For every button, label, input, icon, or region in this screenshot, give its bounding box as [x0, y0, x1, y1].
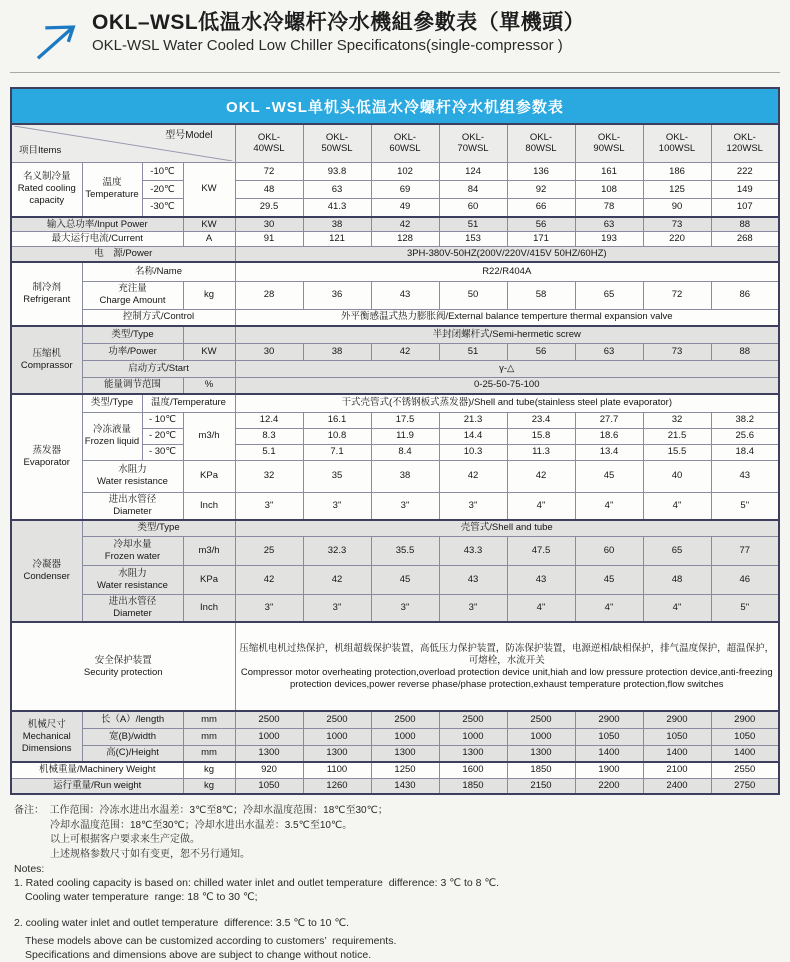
value-cell: 1900 [575, 762, 643, 778]
value-cell: 15.5 [643, 444, 711, 460]
value-cell: 88 [711, 217, 779, 232]
row-label: -20℃ [142, 181, 183, 199]
value-cell: 38 [371, 460, 439, 492]
value-cell: 1000 [303, 728, 371, 745]
value-cell: 171 [507, 232, 575, 247]
model-column-header: OKL- 80WSL [507, 124, 575, 163]
unit-label: KW [183, 343, 235, 360]
value-cell: 125 [643, 181, 711, 199]
row-label: 长（A）/length [82, 711, 183, 728]
value-cell: 13.4 [575, 444, 643, 460]
value-cell: 47.5 [507, 536, 575, 565]
value-cell: 43 [507, 565, 575, 594]
value-cell: 92 [507, 181, 575, 199]
security-protection-text: 压缩机电机过热保护，机组超载保护装置，高低压力保护装置，防冻保护装置，电源逆相/缺相保护，排气温度保护，超温保护，可熔栓，水流开关 Compressor motor overheating protection,overload protection device unit,hiah and low pressure protection device,anti-freezing protection devices,power reverse phase/phase protection,exhaust temperature protection,flow switches [235, 622, 779, 711]
value-cell: 2200 [575, 778, 643, 794]
items-label: 项目Items [19, 145, 62, 157]
value-cell: 18.4 [711, 444, 779, 460]
value-cell: 35.5 [371, 536, 439, 565]
value-cell: 60 [439, 199, 507, 217]
row-label: - 20℃ [142, 428, 183, 444]
note-line: 冷却水温度范围：18℃至30℃；冷却水进出水温差：3.5℃至10℃。 [50, 819, 353, 831]
value-cell: 32.3 [303, 536, 371, 565]
row-label: 水阻力 Water resistance [82, 460, 183, 492]
arrow-up-right-icon [32, 18, 80, 64]
value-cell: 51 [439, 343, 507, 360]
section-label: 压缩机 Comprassor [11, 326, 82, 394]
value-cell: 21.5 [643, 428, 711, 444]
row-label: 进出水管径 Diameter [82, 492, 183, 520]
value-cell: 7.1 [303, 444, 371, 460]
value-cell: 42 [303, 565, 371, 594]
value-cell: 56 [507, 217, 575, 232]
spec-table-head [11, 124, 779, 163]
value-cell: 63 [575, 217, 643, 232]
value-cell: 1250 [371, 762, 439, 778]
value-cell: 4" [507, 594, 575, 622]
value-cell: 58 [507, 281, 575, 309]
unit-label: kg [183, 762, 235, 778]
value-cell: 43 [371, 281, 439, 309]
section-label: 安全保护装置 Security protection [11, 622, 235, 711]
unit-label: KPa [183, 565, 235, 594]
value-cell: 128 [371, 232, 439, 247]
value-cell: 1300 [371, 745, 439, 762]
value-cell: 1430 [371, 778, 439, 794]
unit-label: Inch [183, 594, 235, 622]
value-cell: 86 [711, 281, 779, 309]
value-cell: 30 [235, 217, 303, 232]
value-cell: 2500 [371, 711, 439, 728]
value-cell: 2500 [439, 711, 507, 728]
table-banner-title: OKL -WSL单机头低温水冷螺杆冷水机组参数表 [10, 87, 780, 123]
value-cell: 3" [303, 594, 371, 622]
title-block [92, 10, 585, 54]
row-label: 机械重量/Machinery Weight [11, 762, 183, 778]
row-label: - 10℃ [142, 412, 183, 428]
value-cell: 1400 [575, 745, 643, 762]
row-label: 输入总功率/Input Power [11, 217, 183, 232]
value-cell: 77 [711, 536, 779, 565]
value-cell: 43.3 [439, 536, 507, 565]
value-cell: 2500 [303, 711, 371, 728]
value-cell: 220 [643, 232, 711, 247]
value-cell: 18.6 [575, 428, 643, 444]
unit-label: m3/h [183, 536, 235, 565]
section-label: 冷凝器 Condenser [11, 520, 82, 622]
value-cell: 3" [439, 492, 507, 520]
value-cell: 25 [235, 536, 303, 565]
unit-label: mm [183, 728, 235, 745]
value-cell: 84 [439, 181, 507, 199]
value-cell: 16.1 [303, 412, 371, 428]
value-cell: 28 [235, 281, 303, 309]
value-cell: 88 [711, 343, 779, 360]
value-cell: 121 [303, 232, 371, 247]
items-model-corner-cell [11, 124, 235, 163]
row-label: 冷却水量 Frozen water [82, 536, 183, 565]
row-label: 宽(B)/width [82, 728, 183, 745]
value-cell: 2500 [507, 711, 575, 728]
value-cell: 102 [371, 163, 439, 181]
merged-value: 外平衡感温式热力膨胀阀/External balance temperture thermal expansion valve [235, 309, 779, 326]
value-cell: 40 [643, 460, 711, 492]
value-cell: 2400 [643, 778, 711, 794]
row-label: 水阻力 Water resistance [82, 565, 183, 594]
row-label: 能量调节范围 [82, 377, 183, 394]
model-label: 型号Model [165, 130, 213, 141]
unit-label: m3/h [183, 412, 235, 460]
merged-value: 干式壳管式(不锈钢板式蒸发器)/Shell and tube(stainless steel plate evaporator) [235, 394, 779, 412]
value-cell: 93.8 [303, 163, 371, 181]
value-cell: 73 [643, 343, 711, 360]
value-cell: 91 [235, 232, 303, 247]
value-cell: 1850 [507, 762, 575, 778]
value-cell: 36 [303, 281, 371, 309]
value-cell: 1000 [439, 728, 507, 745]
row-label: 电 源/Power [11, 247, 235, 262]
value-cell: 41.3 [303, 199, 371, 217]
unit-label: A [183, 232, 235, 247]
value-cell: 3" [303, 492, 371, 520]
row-label: -30℃ [142, 199, 183, 217]
row-label: 功率/Power [82, 343, 183, 360]
value-cell: 11.3 [507, 444, 575, 460]
value-cell: 1050 [575, 728, 643, 745]
value-cell: 1300 [507, 745, 575, 762]
value-cell: 1000 [235, 728, 303, 745]
value-cell: 3" [235, 492, 303, 520]
page-subtitle: OKL-WSL Water Cooled Low Chiller Specificatons(single-compressor ) [92, 37, 563, 55]
value-cell: 1300 [439, 745, 507, 762]
value-cell: 30 [235, 343, 303, 360]
value-cell: 63 [575, 343, 643, 360]
value-cell: 1050 [235, 778, 303, 794]
value-cell: 2100 [643, 762, 711, 778]
value-cell: 46 [711, 565, 779, 594]
value-cell: 1400 [643, 745, 711, 762]
model-column-header: OKL- 120WSL [711, 124, 779, 163]
value-cell: 63 [303, 181, 371, 199]
row-label: -10℃ [142, 163, 183, 181]
row-label: 运行重量/Run weight [11, 778, 183, 794]
value-cell: 12.4 [235, 412, 303, 428]
value-cell: 11.9 [371, 428, 439, 444]
value-cell: 10.3 [439, 444, 507, 460]
value-cell: 17.5 [371, 412, 439, 428]
value-cell: 4" [575, 594, 643, 622]
page-header [10, 6, 780, 64]
value-cell: 2500 [235, 711, 303, 728]
value-cell: 1000 [371, 728, 439, 745]
merged-value: 0-25-50-75-100 [235, 377, 779, 394]
value-cell: 2900 [575, 711, 643, 728]
row-label: 温度/Temperature [142, 394, 235, 412]
value-cell: 69 [371, 181, 439, 199]
value-cell: 1600 [439, 762, 507, 778]
unit-label: KPa [183, 460, 235, 492]
value-cell: 268 [711, 232, 779, 247]
note-line: Notes: [14, 863, 45, 876]
spec-table [10, 123, 780, 795]
value-cell: 136 [507, 163, 575, 181]
model-column-header: OKL- 70WSL [439, 124, 507, 163]
model-column-header: OKL- 50WSL [303, 124, 371, 163]
note-line: These models above can be customized according to customers’ requirements. [25, 935, 397, 948]
value-cell: 5" [711, 594, 779, 622]
value-cell: 1260 [303, 778, 371, 794]
value-cell: 42 [507, 460, 575, 492]
value-cell: 50 [439, 281, 507, 309]
value-cell: 153 [439, 232, 507, 247]
value-cell: 2750 [711, 778, 779, 794]
value-cell: 73 [643, 217, 711, 232]
merged-value: R22/R404A [235, 262, 779, 281]
model-column-header: OKL- 100WSL [643, 124, 711, 163]
value-cell: 42 [371, 217, 439, 232]
value-cell: 2150 [507, 778, 575, 794]
row-label: 控制方式/Control [82, 309, 235, 326]
value-cell: 25.6 [711, 428, 779, 444]
value-cell: 42 [439, 460, 507, 492]
value-cell: 65 [575, 281, 643, 309]
model-column-header: OKL- 60WSL [371, 124, 439, 163]
page-title: OKL–WSL低温水冷螺杆冷水機組參數表（單機頭） [92, 11, 586, 34]
value-cell: 42 [235, 565, 303, 594]
value-cell: 45 [371, 565, 439, 594]
value-cell: 72 [235, 163, 303, 181]
value-cell: 4" [643, 492, 711, 520]
value-cell: 193 [575, 232, 643, 247]
value-cell: 65 [643, 536, 711, 565]
row-label: 高(C)/Height [82, 745, 183, 762]
note-line: 以上可根据客户要求来生产定做。 [50, 834, 200, 846]
value-cell: 27.7 [575, 412, 643, 428]
note-line: 备注： 工作范围：冷冻水进出水温差：3℃至8℃；冷却水温度范围：18℃至30℃； [14, 805, 388, 817]
value-cell: 161 [575, 163, 643, 181]
note-line: Specifications and dimensions above are subject to change without notice. [25, 949, 372, 962]
value-cell: 45 [575, 460, 643, 492]
note-line: 上述规格参数尺寸如有变更，恕不另行通知。 [50, 848, 250, 860]
header-divider [10, 72, 780, 73]
value-cell: 3" [439, 594, 507, 622]
value-cell: 222 [711, 163, 779, 181]
value-cell: 149 [711, 181, 779, 199]
row-label: 冷冻液量 Frozen liquid [82, 412, 142, 460]
value-cell: 72 [643, 281, 711, 309]
section-label: 机械尺寸 Mechanical Dimensions [11, 711, 82, 762]
value-cell: 66 [507, 199, 575, 217]
value-cell: 4" [575, 492, 643, 520]
value-cell: 60 [575, 536, 643, 565]
value-cell: 38.2 [711, 412, 779, 428]
row-label: 最大运行电流/Current [11, 232, 183, 247]
value-cell: 920 [235, 762, 303, 778]
value-cell: 51 [439, 217, 507, 232]
value-cell: 1000 [507, 728, 575, 745]
row-label: - 30℃ [142, 444, 183, 460]
merged-value: γ-△ [235, 360, 779, 377]
value-cell: 32 [235, 460, 303, 492]
unit-label: Inch [183, 492, 235, 520]
value-cell: 3" [371, 492, 439, 520]
merged-value: 3PH-380V-50HZ(200V/220V/415V 50HZ/60HZ) [235, 247, 779, 262]
value-cell: 1300 [303, 745, 371, 762]
section-label: 蒸发器 Evaporator [11, 394, 82, 520]
value-cell: 90 [643, 199, 711, 217]
value-cell: 1050 [711, 728, 779, 745]
value-cell: 14.4 [439, 428, 507, 444]
value-cell: 3" [371, 594, 439, 622]
value-cell: 1300 [235, 745, 303, 762]
merged-value: 壳管式/Shell and tube [235, 520, 779, 536]
row-label: 类型/Type [82, 326, 183, 343]
value-cell: 42 [371, 343, 439, 360]
row-label: 名称/Name [82, 262, 235, 281]
row-label: 类型/Type [82, 394, 142, 412]
value-cell: 49 [371, 199, 439, 217]
value-cell: 35 [303, 460, 371, 492]
spec-table-body [11, 163, 779, 795]
notes-block [14, 804, 780, 962]
row-label: 启动方式/Start [82, 360, 235, 377]
value-cell: 78 [575, 199, 643, 217]
value-cell: 186 [643, 163, 711, 181]
value-cell: 124 [439, 163, 507, 181]
note-line: 1. Rated cooling capacity is based on: chilled water inlet and outlet temperature difference: 3 ℃ to 8 ℃. [14, 877, 500, 890]
value-cell: 32 [643, 412, 711, 428]
unit-label: kg [183, 281, 235, 309]
row-label: 类型/Type [82, 520, 235, 536]
value-cell: 29.5 [235, 199, 303, 217]
unit-label [183, 326, 235, 343]
value-cell: 38 [303, 217, 371, 232]
row-label: 充注量 Charge Amount [82, 281, 183, 309]
value-cell: 48 [235, 181, 303, 199]
section-label: 名义制冷量 Rated cooling capacity [11, 163, 82, 217]
value-cell: 43 [711, 460, 779, 492]
value-cell: 38 [303, 343, 371, 360]
value-cell: 2900 [643, 711, 711, 728]
value-cell: 1050 [643, 728, 711, 745]
unit-label: kg [183, 778, 235, 794]
value-cell: 5.1 [235, 444, 303, 460]
value-cell: 1850 [439, 778, 507, 794]
note-line: Cooling water temperature range: 18 ℃ to 30 ℃; [25, 891, 258, 904]
value-cell: 10.8 [303, 428, 371, 444]
value-cell: 5" [711, 492, 779, 520]
row-label: 温度 Temperature [82, 163, 142, 217]
unit-label: KW [183, 217, 235, 232]
unit-label: % [183, 377, 235, 394]
value-cell: 8.3 [235, 428, 303, 444]
value-cell: 3" [235, 594, 303, 622]
model-column-header: OKL- 90WSL [575, 124, 643, 163]
value-cell: 8.4 [371, 444, 439, 460]
value-cell: 107 [711, 199, 779, 217]
unit-label: mm [183, 745, 235, 762]
value-cell: 15.8 [507, 428, 575, 444]
value-cell: 1100 [303, 762, 371, 778]
value-cell: 2900 [711, 711, 779, 728]
value-cell: 48 [643, 565, 711, 594]
value-cell: 2550 [711, 762, 779, 778]
unit-label: mm [183, 711, 235, 728]
value-cell: 23.4 [507, 412, 575, 428]
value-cell: 21.3 [439, 412, 507, 428]
model-column-header: OKL- 40WSL [235, 124, 303, 163]
merged-value: 半封闭螺杆式/Semi-hermetic screw [235, 326, 779, 343]
unit-label: KW [183, 163, 235, 217]
value-cell: 45 [575, 565, 643, 594]
value-cell: 4" [643, 594, 711, 622]
note-line: 2. cooling water inlet and outlet temperature difference: 3.5 ℃ to 10 ℃. [14, 917, 350, 930]
section-label: 制冷剂 Refrigerant [11, 262, 82, 326]
value-cell: 108 [575, 181, 643, 199]
value-cell: 1400 [711, 745, 779, 762]
value-cell: 43 [439, 565, 507, 594]
row-label: 进出水管径 Diameter [82, 594, 183, 622]
value-cell: 56 [507, 343, 575, 360]
value-cell: 4" [507, 492, 575, 520]
